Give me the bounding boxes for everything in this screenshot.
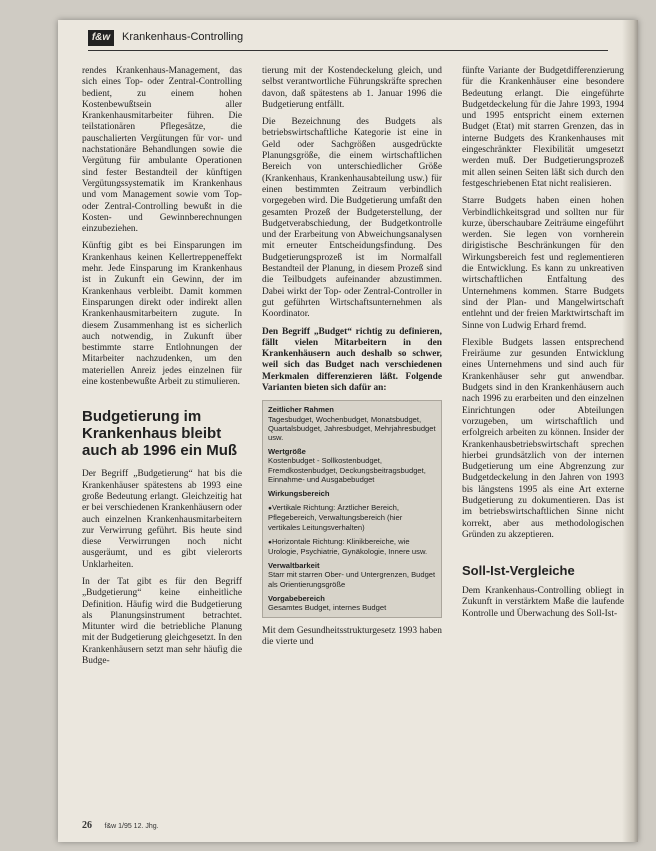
journal-logo: f&w xyxy=(88,30,114,46)
section-title: Krankenhaus-Controlling xyxy=(122,31,244,43)
paragraph: Starre Budgets haben einen hohen Verbindlichkeitsgrad und sollten nur für kurze, überschaubare Zeiträume eingeführt werden. Sie legen von vornherein dirigistische Beschränkungen für den Wirkungsbereich fest und reglementieren die Entwicklung. Es kann zu unkreativen wirtschaftlichen Entfaltung des Unternehmens kommen. Starre Budgets sind der Plan- und Mangelwirtschaft entlehnt und der freien Marktwirtschaft im Sinne von Ludwig Erhard fremd. xyxy=(462,196,624,331)
variant-label: Wertgröße xyxy=(268,447,306,457)
variant-label: Verwaltbarkeit xyxy=(268,561,320,571)
paragraph: Künftig gibt es bei Einsparungen im Krankenhaus keinen Kellertreppeneffekt mehr. Jede Einsparung im Krankenhaus ist in Zukunft ein Gewinn, der im Krankenhaus verbleibt. Damit kommen Einsparungen direkt oder indirekt allen Krankenhausmitarbeitern zugute. In diesem Zusammenhang ist es sicherlich auch notwendig, in Zukunft über bestimmte starre Entlohnungen der Mitarbeiter nachzudenken, um den materiellen Anreiz jedes einzelnen für eine kostenbewußte Arbeit zu stimulieren. xyxy=(82,241,242,388)
variant-text: Kostenbudget - Sollkostenbudget, Fremdkostenbudget, Deckungsbeitragsbudget, Einnahme- und Ausgabebudget xyxy=(268,456,426,484)
issue-reference: f&w 1/95 12. Jhg. xyxy=(104,823,159,830)
page-number: 26 xyxy=(82,820,92,831)
variant-text: Starr mit starren Ober- und Untergrenzen, Budget als Orientierungsgröße xyxy=(268,570,436,589)
paragraph: Mit dem Gesundheitsstrukturgesetz 1993 haben die vierte und xyxy=(262,626,442,648)
variant-text: Tagesbudget, Wochenbudget, Monatsbudget, Quartalsbudget, Jahresbudget, Mehrjahresbudget usw. xyxy=(268,414,436,442)
text-column-2 xyxy=(262,66,442,655)
subheading: Budgetierung im Krankenhaus bleibt auch ab 1996 ein Muß xyxy=(82,408,238,460)
paragraph: Der Begriff „Budgetierung“ hat bis die Krankenhäuser spätestens ab 1993 eine große Bedeutung erlangt. Gleichzeitig hat er bei verschiedenen Krankenhäusern oder auch einzelnen Krankenhausmitarbeitern zur Verwirrung geführt. Bis heute sind diese Verwirrungen noch nicht ausgeräumt, und es gibt vielerorts Unklarheiten. xyxy=(82,469,242,570)
page-header xyxy=(88,28,608,51)
variant-item xyxy=(268,489,436,498)
variant-label: Wirkungsbereich xyxy=(268,488,330,498)
variant-bullet-item: ● Vertikale Richtung: Ärztlicher Bereich, Pflegebereich, Verwaltungsbereich (hier vertikales Leitungsverhalten) xyxy=(268,503,436,532)
text-column-3 xyxy=(462,66,624,626)
budget-variants-box xyxy=(262,400,442,618)
paragraph: tierung mit der Kostendeckelung gleich, und selbst verantwortliche Führungskräfte sprechen davon, daß spätestens ab 1. Januar 1996 die Budgetierung entfällt. xyxy=(262,66,442,110)
variant-text: Gesamtes Budget, internes Budget xyxy=(268,602,387,612)
magazine-page xyxy=(58,20,638,842)
subheading: Soll-Ist-Vergleiche xyxy=(462,563,575,579)
variant-label: Zeitlicher Rahmen xyxy=(268,405,334,415)
text-column-1 xyxy=(82,66,242,673)
paragraph: rendes Krankenhaus-Management, das sich eines Top- oder Zentral-Controlling bedient, zu einem hohen Kostenbewußtsein aller Krankenhausmitarbeiter führen. Die teilstationären Pflegesätze, die pauschalierten Vergütungen für vor- und nachstationäre Behandlungen sowie die Vergütung für ambulante Operationen sind fester Bestandteil der künftigen Vergütungssystematik im Krankenhaus und vom Management sowie vom Top- oder Zentral-Controlling bewußt in die Kosten- und Gewinnberechnungen einzubeziehen. xyxy=(82,66,242,235)
variant-bullet-item: ● Horizontale Richtung: Klinikbereiche, wie Urologie, Psychiatrie, Gynäkologie, Innere usw. xyxy=(268,537,436,556)
paragraph: Dem Krankenhaus-Controlling obliegt in Zukunft in verstärktem Maße die laufende Kontrolle und Überwachung des Soll-Ist- xyxy=(462,586,624,619)
paragraph: Flexible Budgets lassen entsprechend Freiräume zur gesunden Entwicklung eines Unternehmens und sind auch für Krankenhäuser sehr gut anwendbar. Budgets sind in den Krankenhäusern auch nach 1996 zu erarbeiten und den einzelnen Einrichtungen oder Abteilungen vorzugeben, um wirtschaftlich und erfolgreich arbeiten zu können. Insider der Krankenhausbetriebswirtschaft sprechen hierbei grundsätzlich von der internen Budgetierung um eine Abgrenzung zur Budgetdeckelung in den Jahren von 1993 bis längstens 1995 als eine Art externe Budgetierung zu dokumentieren. Das ist im betriebswirtschaftlichen Sinne nicht korrekt, aber aus methodologischen Gründen zu akzeptieren. xyxy=(462,337,624,540)
bold-paragraph: Den Begriff „Budget“ richtig zu definieren, fällt vielen Mitarbeitern in den Krankenhäusern auch deshalb so schwer, weil sich das Budget nach verschiedenen Merkmalen differenzieren läßt. Folgende Varianten bieten sich dafür an: xyxy=(262,326,442,394)
variant-label: Vorgabebereich xyxy=(268,593,325,603)
variant-item xyxy=(268,594,436,612)
variant-item xyxy=(268,561,436,589)
page-footer xyxy=(82,820,159,831)
paragraph: In der Tat gibt es für den Begriff „Budgetierung“ keine einheitliche Definition. Häufig wird die Budgetierung als Planungsinstrument betrachtet. Mitunter wird die betriebliche Planung mit der Budgetierung gleichgesetzt. In den Krankenhäusern setzt man sehr häufig die Budge- xyxy=(82,576,242,667)
page-edge-shadow xyxy=(622,20,638,842)
variant-item xyxy=(268,447,436,484)
paragraph: Die Bezeichnung des Budgets als betriebswirtschaftliche Kategorie ist eine in Geld oder Sachgrößen ausgedrückte Planungsgröße, die einem wirtschaftlichen Bereich von unterschiedlicher Größe (Krankenhaus, Krankenhausabteilung usw.) für einen bestimmten Zeitraum verbindlich vorgegeben wird. Die Budgetierung umfaßt den gesamten Prozeß der Budgeterstellung, der Budgetverabschiedung, der Budgetkontrolle und der Erarbeitung von Abweichungsanalysen mit erneuter Entscheidungsfindung. Des Budgetierungsprozeß ist im Normalfall Bestandteil der Planung, in diesem Prozeß sind die Teilbudgets aufeinander abzustimmen. Dabei wirkt der Top- oder Zentral-Controller in gut geführten Wirtschaftsunternehmen als Koordinator. xyxy=(262,117,442,320)
paragraph: fünfte Variante der Budgetdifferenzierung für die Krankenhäuser eine besondere Bedeutung erlangt. Die eingeführte Budgetdeckelung für die Jahre 1993, 1994 und 1995 entspricht einem externen Budget (Etat) mit starren Grenzen, das in interne Budgets des Krankenhauses mit eingeschränkter Flexibilität umgesetzt werden muß. Der Budgetierungsprozeß mit allen seinen Seiten läßt sich durch den festgeschriebenen Etat nicht realisieren. xyxy=(462,66,624,189)
variant-item xyxy=(268,405,436,442)
